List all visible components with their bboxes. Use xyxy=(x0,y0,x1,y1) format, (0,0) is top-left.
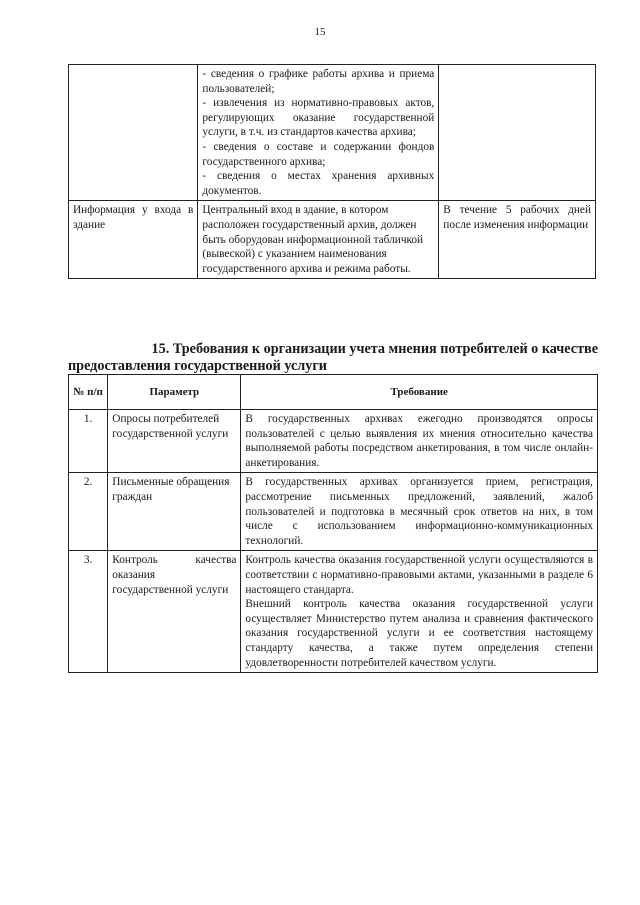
table-row xyxy=(69,65,596,201)
row-parameter: Опросы потребителей государственной услуги xyxy=(108,410,241,473)
table-cell xyxy=(198,201,439,279)
requirement-paragraph: Контроль качества оказания государственной услуги осуществляются в соответствии с нормативно-правовыми актами, указанными в разделе 6 настоящего стандарта. xyxy=(245,554,593,596)
table-row xyxy=(69,410,598,473)
row-parameter: Контроль качества оказания государственной услуги xyxy=(108,551,241,673)
list-item: Центральный вход в здание, в котором расположен государственный архив, должен быть оборудован информационной табличкой (вывеской) с указанием наименования государственного архива и режима работы. xyxy=(202,204,424,275)
column-header-parameter: Параметр xyxy=(108,375,241,410)
table-row xyxy=(69,201,596,279)
table-row xyxy=(69,473,598,551)
table-cell xyxy=(69,65,198,201)
table-header-row xyxy=(69,375,598,410)
row-number: 1. xyxy=(69,410,108,473)
table-cell xyxy=(198,65,439,201)
row-number: 2. xyxy=(69,473,108,551)
row-requirement xyxy=(241,473,598,551)
row-number: 3. xyxy=(69,551,108,673)
table-cell: Информация у входа в здание xyxy=(69,201,198,279)
row-requirement xyxy=(241,551,598,673)
page-number: 15 xyxy=(314,26,326,38)
row-parameter: Письменные обращения граждан xyxy=(108,473,241,551)
list-item: - сведения о графике работы архива и приема пользователей; xyxy=(202,68,435,95)
table-cell: В течение 5 рабочих дней после изменения информации xyxy=(439,201,596,279)
list-item: - извлечения из нормативно-правовых актов, регулирующих оказание государственной услуги, в т.ч. из стандартов качества архива; xyxy=(202,97,435,139)
table-row xyxy=(69,551,598,673)
table-cell xyxy=(439,65,596,201)
list-item: - сведения о составе и содержании фондов государственного архива; xyxy=(202,140,435,168)
section-title xyxy=(68,341,598,375)
requirement-paragraph: В государственных архивах ежегодно производятся опросы пользователей с целью выявления их мнения относительно качества выполняемой работы посредством анкетирования, в том числе онлайн-анкетирования. xyxy=(245,413,593,469)
column-header-requirement: Требование xyxy=(241,375,598,410)
section-title-line: 15. Требования к организации учета мнения потребителей о качестве xyxy=(151,341,598,357)
section-title-line: предоставления государственной услуги xyxy=(68,358,327,374)
requirements-table xyxy=(68,374,598,673)
requirement-paragraph: Внешний контроль качества оказания государственной услуги осуществляет Министерство путем анализа и сравнения фактического оказания государственной услуги и ее соответствия настоящему стандарту качества, а также путем определения степени удовлетворенности потребителей качеством услуги. xyxy=(245,598,593,669)
info-table xyxy=(68,64,596,279)
list-item: - сведения о местах хранения архивных документов. xyxy=(202,170,435,197)
column-header-number: № п/п xyxy=(69,375,108,410)
row-requirement xyxy=(241,410,598,473)
requirement-paragraph: В государственных архивах организуется прием, регистрация, рассмотрение письменных предложений, заявлений, жалоб пользователей и подготовка в месячный срок ответов на них, в том числе с использованием информационно-коммуникационных технологий. xyxy=(245,476,593,547)
